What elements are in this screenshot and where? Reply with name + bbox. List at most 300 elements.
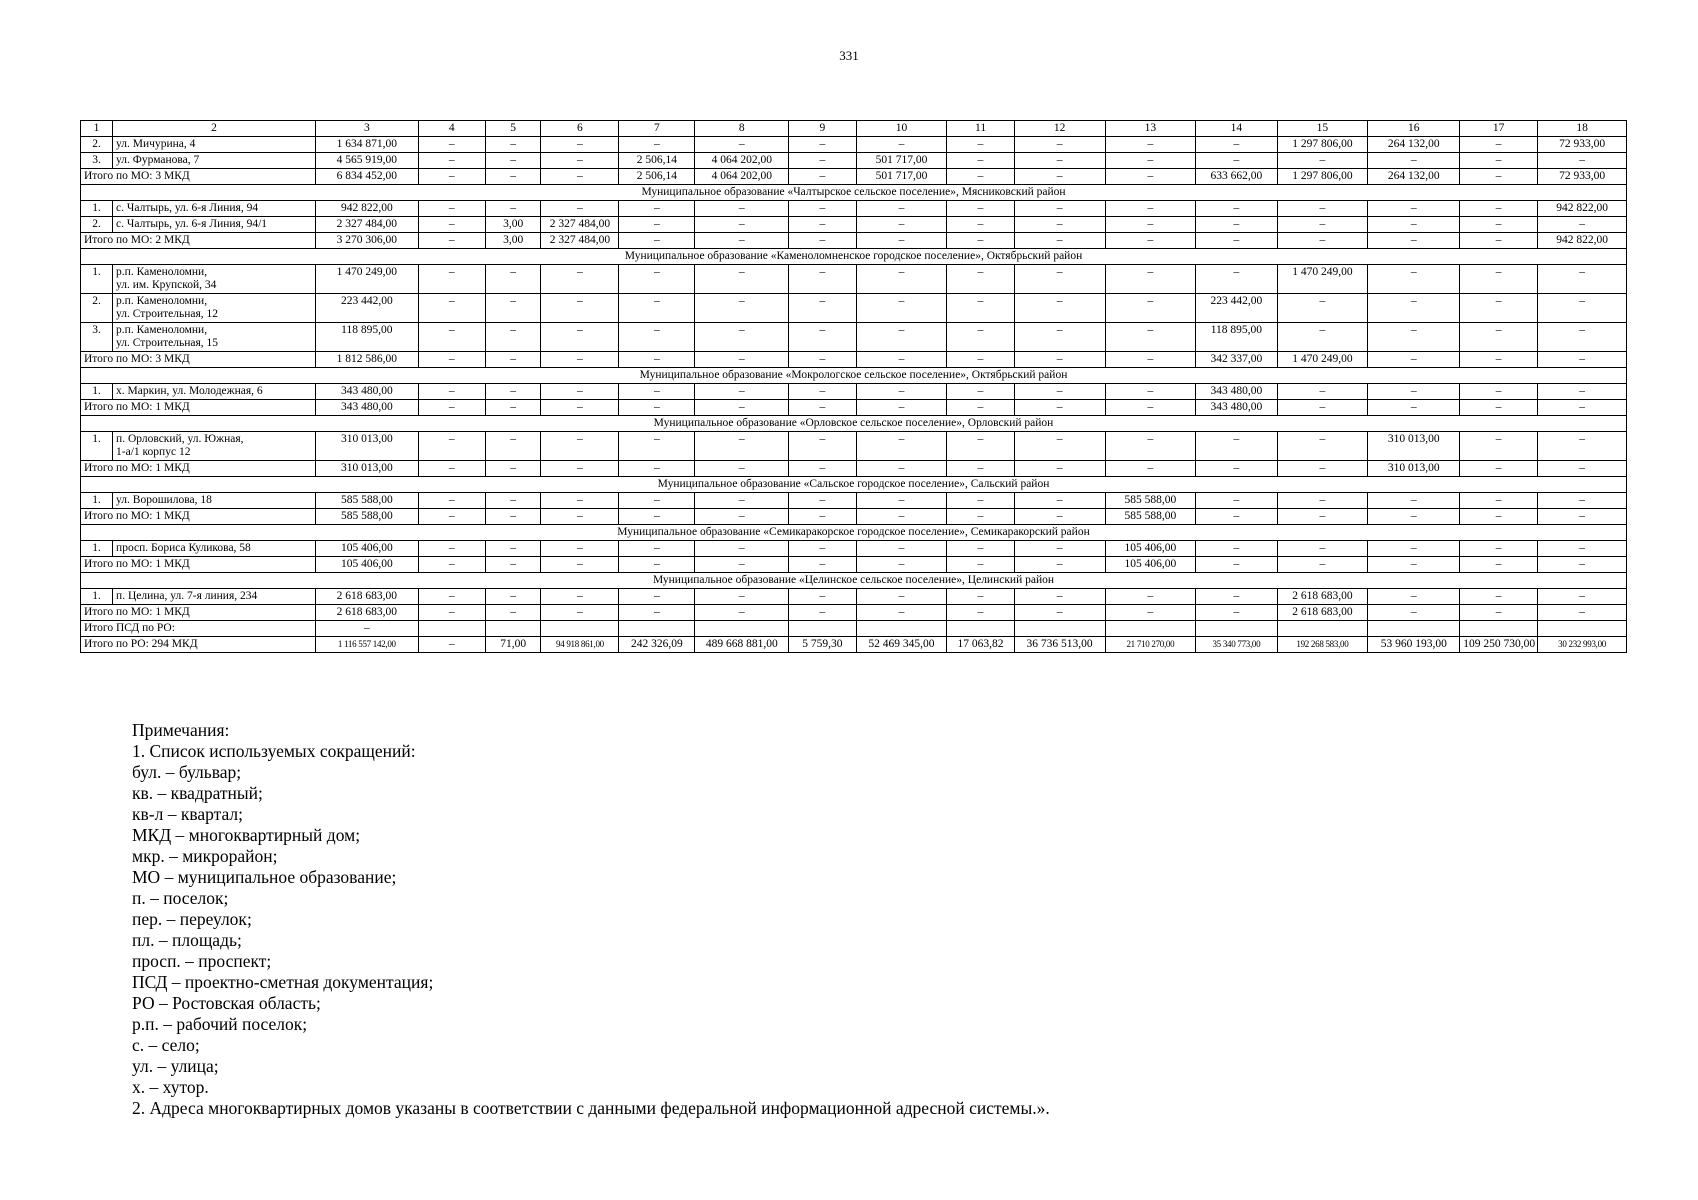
value-cell: – xyxy=(418,137,485,153)
value-cell: – xyxy=(1368,384,1460,400)
value-cell: – xyxy=(485,294,541,323)
value-cell: 105 406,00 xyxy=(1105,541,1196,557)
value-cell: 343 480,00 xyxy=(1196,384,1277,400)
value-cell: – xyxy=(856,201,947,217)
value-cell xyxy=(1277,621,1368,637)
value-cell xyxy=(1460,621,1538,637)
address-cell: с. Чалтырь, ул. 6-я Линия, 94 xyxy=(113,201,316,217)
value-cell: – xyxy=(619,605,695,621)
address-cell: п. Целина, ул. 7-я линия, 234 xyxy=(113,589,316,605)
value-cell: – xyxy=(1196,541,1277,557)
value-cell: – xyxy=(856,233,947,249)
value-cell: – xyxy=(1277,509,1368,525)
row-number: 1. xyxy=(81,432,113,461)
value-cell: – xyxy=(1538,493,1627,509)
value-cell: 501 717,00 xyxy=(856,169,947,185)
value-cell: – xyxy=(789,461,856,477)
value-cell: – xyxy=(695,384,789,400)
value-cell: 585 588,00 xyxy=(1105,493,1196,509)
value-cell: – xyxy=(418,461,485,477)
value-cell: – xyxy=(1368,589,1460,605)
value-cell: – xyxy=(695,509,789,525)
value-cell xyxy=(1196,621,1277,637)
value-cell: – xyxy=(619,384,695,400)
value-cell: – xyxy=(789,217,856,233)
section-row xyxy=(81,368,1627,384)
section-title: Муниципальное образование «Целинское сельское поселение», Целинский район xyxy=(81,573,1627,589)
header-cell: 10 xyxy=(856,121,947,137)
value-cell: – xyxy=(1277,201,1368,217)
value-cell: – xyxy=(485,461,541,477)
section-row xyxy=(81,185,1627,201)
budget-table xyxy=(80,120,1627,653)
total-row xyxy=(81,352,1627,368)
value-cell: – xyxy=(1196,153,1277,169)
total-row xyxy=(81,509,1627,525)
value-cell: – xyxy=(1368,233,1460,249)
value-cell: – xyxy=(1196,493,1277,509)
value-cell xyxy=(485,621,541,637)
value-cell: – xyxy=(1105,605,1196,621)
value-cell: – xyxy=(947,153,1014,169)
value-cell: – xyxy=(418,233,485,249)
total-row xyxy=(81,461,1627,477)
value-cell: – xyxy=(789,493,856,509)
value-cell: – xyxy=(619,233,695,249)
value-cell xyxy=(418,621,485,637)
total-label: Итого по МО: 1 МКД xyxy=(81,461,316,477)
header-cell: 7 xyxy=(619,121,695,137)
value-cell: – xyxy=(1460,509,1538,525)
value-cell: – xyxy=(947,352,1014,368)
value-cell: – xyxy=(789,153,856,169)
section-title: Муниципальное образование «Семикаракорское городское поселение», Семикаракорский район xyxy=(81,525,1627,541)
value-cell: – xyxy=(1105,400,1196,416)
value-cell: 2 327 484,00 xyxy=(316,217,419,233)
value-cell: 343 480,00 xyxy=(316,400,419,416)
note-line: ПСД – проектно-сметная документация; xyxy=(132,972,434,992)
header-cell: 1 xyxy=(81,121,113,137)
address-line: р.п. Каменоломни, xyxy=(116,295,208,307)
value-cell: – xyxy=(1105,233,1196,249)
value-cell: 4 064 202,00 xyxy=(695,153,789,169)
value-cell xyxy=(1368,621,1460,637)
table-row xyxy=(81,589,1627,605)
value-cell: – xyxy=(856,461,947,477)
value-cell: 3,00 xyxy=(485,217,541,233)
value-cell: – xyxy=(789,201,856,217)
note-line: 2. Адреса многоквартирных домов указаны в соответствии с данными федеральной информационной адресной системы.». xyxy=(132,1098,1050,1118)
note-line: пл. – площадь; xyxy=(132,930,242,950)
value-cell: – xyxy=(947,493,1014,509)
value-cell: – xyxy=(856,605,947,621)
header-cell: 8 xyxy=(695,121,789,137)
section-row xyxy=(81,477,1627,493)
value-cell: – xyxy=(1014,201,1105,217)
value-cell: 343 480,00 xyxy=(316,384,419,400)
value-cell: – xyxy=(789,352,856,368)
table-row xyxy=(81,323,1627,352)
value-cell: – xyxy=(1460,352,1538,368)
value-cell: – xyxy=(947,589,1014,605)
value-cell: – xyxy=(1538,541,1627,557)
value-cell: – xyxy=(541,605,619,621)
header-cell: 12 xyxy=(1014,121,1105,137)
value-cell: – xyxy=(485,384,541,400)
value-cell: – xyxy=(1277,461,1368,477)
value-cell: – xyxy=(541,169,619,185)
address-cell: с. Чалтырь, ул. 6-я Линия, 94/1 xyxy=(113,217,316,233)
value-cell: – xyxy=(1014,217,1105,233)
value-cell: – xyxy=(856,217,947,233)
value-cell: – xyxy=(856,384,947,400)
value-cell: – xyxy=(1014,589,1105,605)
value-cell: – xyxy=(1368,352,1460,368)
header-cell: 11 xyxy=(947,121,1014,137)
section-row xyxy=(81,573,1627,589)
value-cell: – xyxy=(695,201,789,217)
value-cell: – xyxy=(619,432,695,461)
value-cell: – xyxy=(856,294,947,323)
value-cell: 105 406,00 xyxy=(1105,557,1196,573)
row-number: 1. xyxy=(81,384,113,400)
value-cell: 1 812 586,00 xyxy=(316,352,419,368)
header-cell: 5 xyxy=(485,121,541,137)
value-cell: – xyxy=(1105,589,1196,605)
table-row xyxy=(81,137,1627,153)
value-cell: – xyxy=(856,509,947,525)
value-cell: – xyxy=(418,201,485,217)
value-cell: – xyxy=(619,201,695,217)
address-cell xyxy=(113,265,316,294)
value-cell: – xyxy=(485,541,541,557)
value-cell: – xyxy=(619,541,695,557)
value-cell: – xyxy=(1277,541,1368,557)
value-cell: – xyxy=(1277,432,1368,461)
value-cell: – xyxy=(541,352,619,368)
value-cell: – xyxy=(1014,169,1105,185)
value-cell: 1 470 249,00 xyxy=(1277,265,1368,294)
value-cell: – xyxy=(541,201,619,217)
value-cell: – xyxy=(1014,493,1105,509)
value-cell: – xyxy=(856,323,947,352)
value-cell xyxy=(1105,621,1196,637)
note-line: пер. – переулок; xyxy=(132,909,252,929)
value-cell: – xyxy=(485,323,541,352)
value-cell: – xyxy=(1368,323,1460,352)
value-cell: – xyxy=(947,169,1014,185)
value-cell: – xyxy=(947,605,1014,621)
value-cell: – xyxy=(695,541,789,557)
value-cell: – xyxy=(619,217,695,233)
value-cell: – xyxy=(695,217,789,233)
value-cell: – xyxy=(856,541,947,557)
value-cell: 30 232 993,00 xyxy=(1538,637,1627,653)
row-number: 1. xyxy=(81,589,113,605)
total-row xyxy=(81,169,1627,185)
value-cell: – xyxy=(541,384,619,400)
address-line: ул. им. Крупской, 34 xyxy=(116,279,217,291)
value-cell: – xyxy=(856,493,947,509)
value-cell: 5 759,30 xyxy=(789,637,856,653)
value-cell: – xyxy=(619,294,695,323)
address-line: 1-а/1 корпус 12 xyxy=(116,446,191,458)
address-cell xyxy=(113,323,316,352)
value-cell: – xyxy=(789,169,856,185)
value-cell: – xyxy=(485,137,541,153)
value-cell: 585 588,00 xyxy=(316,493,419,509)
row-number: 1. xyxy=(81,201,113,217)
address-cell xyxy=(113,432,316,461)
value-cell: 2 618 683,00 xyxy=(1277,589,1368,605)
value-cell: 52 469 345,00 xyxy=(856,637,947,653)
value-cell: 1 297 806,00 xyxy=(1277,169,1368,185)
value-cell: – xyxy=(1538,461,1627,477)
value-cell: – xyxy=(856,432,947,461)
total-row xyxy=(81,605,1627,621)
value-cell: – xyxy=(789,557,856,573)
value-cell: – xyxy=(1460,323,1538,352)
section-row xyxy=(81,525,1627,541)
value-cell: 71,00 xyxy=(485,637,541,653)
value-cell: – xyxy=(485,557,541,573)
total-row xyxy=(81,233,1627,249)
value-cell: – xyxy=(1277,557,1368,573)
total-label: Итого по МО: 3 МКД xyxy=(81,352,316,368)
value-cell: – xyxy=(1277,493,1368,509)
value-cell: 310 013,00 xyxy=(1368,432,1460,461)
value-cell: – xyxy=(1196,233,1277,249)
header-cell: 14 xyxy=(1196,121,1277,137)
value-cell: – xyxy=(418,493,485,509)
value-cell: – xyxy=(1014,557,1105,573)
address-line: ул. Строительная, 15 xyxy=(116,337,219,349)
value-cell: 343 480,00 xyxy=(1196,400,1277,416)
value-cell: – xyxy=(418,432,485,461)
note-line: МО – муниципальное образование; xyxy=(132,867,397,887)
note-line: просп. – проспект; xyxy=(132,951,272,971)
value-cell: – xyxy=(1460,384,1538,400)
value-cell: 109 250 730,00 xyxy=(1460,637,1538,653)
value-cell: – xyxy=(1014,384,1105,400)
value-cell: – xyxy=(619,265,695,294)
value-cell: 501 717,00 xyxy=(856,153,947,169)
table-row xyxy=(81,217,1627,233)
value-cell: 2 506,14 xyxy=(619,153,695,169)
value-cell: – xyxy=(418,400,485,416)
value-cell: 223 442,00 xyxy=(316,294,419,323)
value-cell: – xyxy=(1196,217,1277,233)
address-line: р.п. Каменоломни, xyxy=(116,324,208,336)
note-line: мкр. – микрорайон; xyxy=(132,846,278,866)
note-line: х. – хутор. xyxy=(132,1077,209,1097)
address-cell: х. Маркин, ул. Молодежная, 6 xyxy=(113,384,316,400)
section-title: Муниципальное образование «Орловское сельское поселение», Орловский район xyxy=(81,416,1627,432)
value-cell: – xyxy=(1196,605,1277,621)
value-cell: 310 013,00 xyxy=(316,461,419,477)
header-cell: 18 xyxy=(1538,121,1627,137)
section-title: Муниципальное образование «Чалтырское сельское поселение», Мясниковский район xyxy=(81,185,1627,201)
value-cell: – xyxy=(695,137,789,153)
header-cell: 17 xyxy=(1460,121,1538,137)
value-cell: – xyxy=(1460,541,1538,557)
value-cell: 3 270 306,00 xyxy=(316,233,419,249)
value-cell: – xyxy=(695,493,789,509)
value-cell: – xyxy=(619,509,695,525)
value-cell: – xyxy=(1014,509,1105,525)
address-cell: ул. Фурманова, 7 xyxy=(113,153,316,169)
value-cell: – xyxy=(1460,605,1538,621)
total-label: Итого по МО: 1 МКД xyxy=(81,400,316,416)
value-cell: – xyxy=(1277,384,1368,400)
value-cell: – xyxy=(856,137,947,153)
value-cell: – xyxy=(789,509,856,525)
note-line: ул. – улица; xyxy=(132,1056,219,1076)
row-number: 2. xyxy=(81,294,113,323)
value-cell: – xyxy=(541,557,619,573)
value-cell: – xyxy=(1105,169,1196,185)
value-cell: – xyxy=(1105,323,1196,352)
value-cell: – xyxy=(619,323,695,352)
address-line: р.п. Каменоломни, xyxy=(116,266,208,278)
value-cell: – xyxy=(695,265,789,294)
address-line: п. Орловский, ул. Южная, xyxy=(116,433,244,445)
value-cell: – xyxy=(1460,589,1538,605)
table-row xyxy=(81,153,1627,169)
value-cell: – xyxy=(619,461,695,477)
value-cell: – xyxy=(1538,217,1627,233)
value-cell: 242 326,09 xyxy=(619,637,695,653)
value-cell: – xyxy=(1538,432,1627,461)
header-cell: 16 xyxy=(1368,121,1460,137)
value-cell: – xyxy=(1460,137,1538,153)
value-cell: 223 442,00 xyxy=(1196,294,1277,323)
section-title: Муниципальное образование «Каменоломненское городское поселение», Октябрьский район xyxy=(81,249,1627,265)
value-cell: 35 340 773,00 xyxy=(1196,637,1277,653)
value-cell: – xyxy=(789,605,856,621)
header-row xyxy=(81,121,1627,137)
value-cell: – xyxy=(1277,323,1368,352)
value-cell: – xyxy=(1460,153,1538,169)
value-cell: 118 895,00 xyxy=(1196,323,1277,352)
value-cell: – xyxy=(1538,557,1627,573)
value-cell: 2 327 484,00 xyxy=(541,233,619,249)
header-cell: 9 xyxy=(789,121,856,137)
header-cell: 15 xyxy=(1277,121,1368,137)
value-cell: – xyxy=(1538,589,1627,605)
address-cell xyxy=(113,294,316,323)
value-cell: – xyxy=(1014,461,1105,477)
value-cell: 1 297 806,00 xyxy=(1277,137,1368,153)
header-cell: 3 xyxy=(316,121,419,137)
value-cell: 4 064 202,00 xyxy=(695,169,789,185)
value-cell: – xyxy=(541,400,619,416)
value-cell: – xyxy=(695,323,789,352)
value-cell: 2 618 683,00 xyxy=(316,605,419,621)
header-cell: 6 xyxy=(541,121,619,137)
value-cell: – xyxy=(695,557,789,573)
value-cell: – xyxy=(485,201,541,217)
value-cell: – xyxy=(619,493,695,509)
value-cell: – xyxy=(1196,589,1277,605)
value-cell: – xyxy=(541,137,619,153)
total-row xyxy=(81,637,1627,653)
value-cell: – xyxy=(485,169,541,185)
value-cell: – xyxy=(1368,605,1460,621)
value-cell: – xyxy=(1368,294,1460,323)
value-cell: – xyxy=(856,352,947,368)
value-cell: – xyxy=(1277,217,1368,233)
value-cell: – xyxy=(418,541,485,557)
section-row xyxy=(81,249,1627,265)
value-cell: 942 822,00 xyxy=(1538,233,1627,249)
value-cell: – xyxy=(1196,461,1277,477)
value-cell: 72 933,00 xyxy=(1538,169,1627,185)
value-cell: – xyxy=(541,432,619,461)
value-cell: – xyxy=(485,400,541,416)
value-cell: 53 960 193,00 xyxy=(1368,637,1460,653)
value-cell: 310 013,00 xyxy=(316,432,419,461)
value-cell: – xyxy=(1368,557,1460,573)
value-cell: – xyxy=(1014,265,1105,294)
value-cell: – xyxy=(1460,294,1538,323)
value-cell: – xyxy=(1277,153,1368,169)
note-line: 1. Список используемых сокращений: xyxy=(132,741,416,761)
value-cell: – xyxy=(541,323,619,352)
value-cell: – xyxy=(1460,169,1538,185)
value-cell: 310 013,00 xyxy=(1368,461,1460,477)
value-cell: – xyxy=(695,352,789,368)
value-cell: – xyxy=(1538,352,1627,368)
value-cell: – xyxy=(418,153,485,169)
budget-table-wrapper xyxy=(80,120,1627,653)
value-cell: – xyxy=(947,294,1014,323)
value-cell: – xyxy=(947,509,1014,525)
value-cell: – xyxy=(1460,201,1538,217)
value-cell: – xyxy=(418,217,485,233)
value-cell: 6 834 452,00 xyxy=(316,169,419,185)
value-cell: – xyxy=(947,323,1014,352)
total-row xyxy=(81,400,1627,416)
value-cell: – xyxy=(1196,137,1277,153)
value-cell: 942 822,00 xyxy=(316,201,419,217)
value-cell: – xyxy=(418,557,485,573)
value-cell xyxy=(1538,621,1627,637)
value-cell: – xyxy=(485,493,541,509)
table-row xyxy=(81,201,1627,217)
value-cell: – xyxy=(789,589,856,605)
notes-section xyxy=(132,720,1050,1119)
value-cell: 192 268 583,00 xyxy=(1277,637,1368,653)
value-cell xyxy=(856,621,947,637)
value-cell: – xyxy=(1196,265,1277,294)
value-cell: 585 588,00 xyxy=(1105,509,1196,525)
value-cell: – xyxy=(1538,605,1627,621)
row-number: 3. xyxy=(81,153,113,169)
value-cell: – xyxy=(947,233,1014,249)
note-line: МКД – многоквартирный дом; xyxy=(132,825,361,845)
value-cell: – xyxy=(1460,233,1538,249)
address-cell: ул. Ворошилова, 18 xyxy=(113,493,316,509)
value-cell: 2 618 683,00 xyxy=(1277,605,1368,621)
value-cell: – xyxy=(947,400,1014,416)
header-cell: 4 xyxy=(418,121,485,137)
value-cell: – xyxy=(695,589,789,605)
value-cell: 3,00 xyxy=(485,233,541,249)
value-cell: – xyxy=(418,294,485,323)
value-cell: 633 662,00 xyxy=(1196,169,1277,185)
value-cell: – xyxy=(541,294,619,323)
